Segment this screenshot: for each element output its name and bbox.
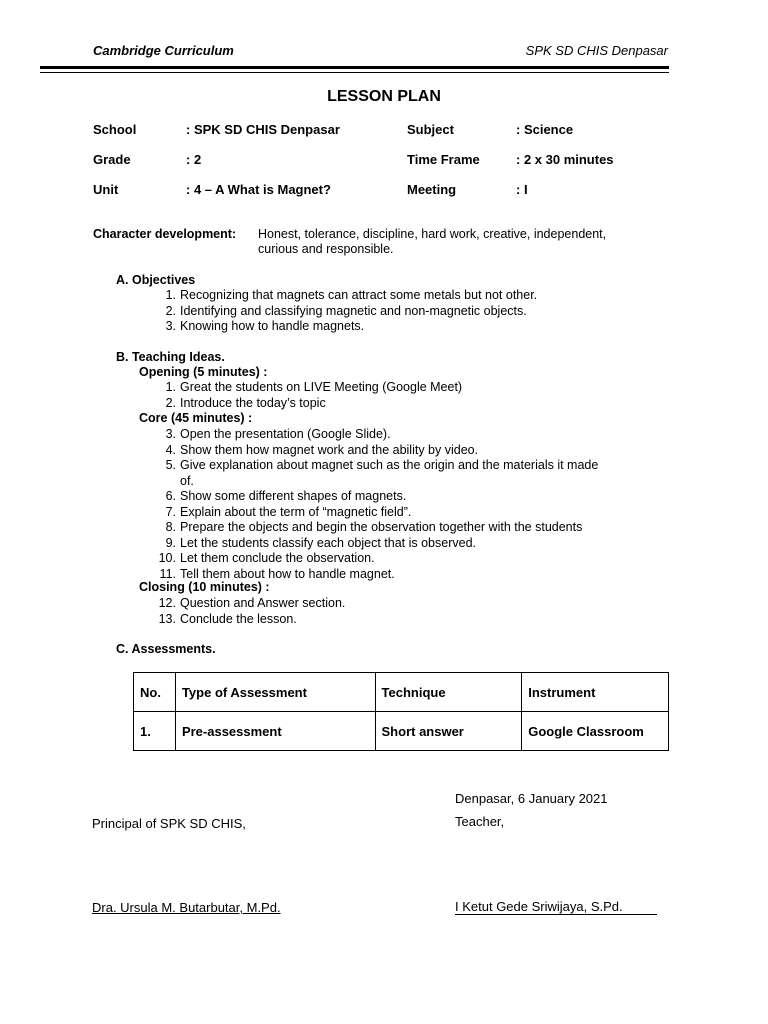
list-item: 4. Show them how magnet work and the ability by video.: [165, 442, 479, 457]
grade-label: Grade: [93, 152, 131, 167]
list-item: 6. Show some different shapes of magnets.: [165, 489, 407, 503]
objectives-heading: A. Objectives: [116, 273, 196, 287]
list-item: 8. Prepare the objects and begin the observation together with the students: [165, 520, 583, 534]
assessment-table: [133, 672, 669, 751]
teaching-heading: B. Teaching Ideas.: [116, 350, 225, 364]
column-header: Technique: [375, 673, 522, 712]
school-label: School: [93, 122, 137, 137]
school-value: : SPK SD CHIS Denpasar: [186, 122, 340, 137]
list-item: 9. Let the students classify each object that is observed.: [165, 535, 477, 550]
principal-title: Principal of SPK SD CHIS,: [92, 816, 246, 831]
assessments-heading: C. Assessments.: [116, 642, 216, 656]
list-item: 2. Introduce the today’s topic: [165, 395, 326, 410]
unit-value: : 4 – A What is Magnet?: [186, 182, 331, 197]
objectives-list: [152, 288, 537, 335]
list-item: 3. Open the presentation (Google Slide).: [165, 427, 391, 441]
core-list: [152, 427, 598, 582]
column-header: No.: [134, 673, 176, 712]
header-curriculum: Cambridge Curriculum: [93, 43, 234, 58]
teacher-title: Teacher,: [455, 814, 505, 829]
table-row: [134, 712, 669, 751]
timeframe-value: : 2 x 30 minutes: [516, 152, 614, 167]
column-header: Instrument: [522, 673, 669, 712]
list-item: 11. Tell them about how to handle magnet.: [159, 566, 395, 581]
character-label: Character development:: [93, 227, 237, 241]
table-cell: Short answer: [375, 712, 522, 751]
table-cell: Pre-assessment: [175, 712, 375, 751]
character-line-1: Honest, tolerance, discipline, hard work, creative, independent,: [258, 227, 607, 241]
list-item: 5. Give explanation about magnet such as the origin and the materials it made: [165, 458, 599, 472]
list-item: 13. Conclude the lesson.: [158, 611, 297, 626]
header-rule-thick: [40, 66, 669, 69]
opening-heading: Opening (5 minutes) :: [139, 365, 268, 379]
page-title: LESSON PLAN: [327, 88, 441, 105]
header-rule-thin: [40, 72, 669, 73]
table-cell: Google Classroom: [522, 712, 669, 751]
unit-label: Unit: [93, 182, 119, 197]
core-heading: Core (45 minutes) :: [139, 411, 253, 425]
subject-value: : Science: [516, 122, 574, 137]
list-item: 7. Explain about the term of “magnetic field”.: [165, 504, 412, 519]
meeting-label: Meeting: [407, 182, 457, 197]
list-item: 10. Let them conclude the observation.: [158, 551, 375, 565]
closing-list: [152, 596, 345, 627]
table-cell: 1.: [134, 712, 176, 751]
signature-date: Denpasar, 6 January 2021: [455, 791, 608, 806]
subject-label: Subject: [407, 122, 454, 137]
timeframe-label: Time Frame: [407, 152, 480, 167]
teacher-name: I Ketut Gede Sriwijaya, S.Pd.: [455, 899, 657, 915]
table-header-row: [134, 673, 669, 712]
list-item: of.: [180, 473, 194, 488]
list-item: 2. Identifying and classifying magnetic and non-magnetic objects.: [165, 303, 527, 318]
grade-value: : 2: [186, 152, 202, 167]
closing-heading: Closing (10 minutes) :: [139, 580, 270, 594]
list-item: 1. Recognizing that magnets can attract some metals but not other.: [165, 288, 538, 302]
character-line-2: curious and responsible.: [258, 242, 394, 256]
opening-list: [152, 380, 462, 411]
meeting-value: : I: [516, 182, 528, 197]
list-item: 12. Question and Answer section.: [158, 596, 346, 610]
list-item: 1. Great the students on LIVE Meeting (Google Meet): [165, 380, 463, 394]
list-item: 3. Knowing how to handle magnets.: [165, 319, 365, 333]
column-header: Type of Assessment: [175, 673, 375, 712]
header-school: SPK SD CHIS Denpasar: [525, 43, 668, 58]
principal-name: Dra. Ursula M. Butarbutar, M.Pd.: [92, 900, 281, 915]
